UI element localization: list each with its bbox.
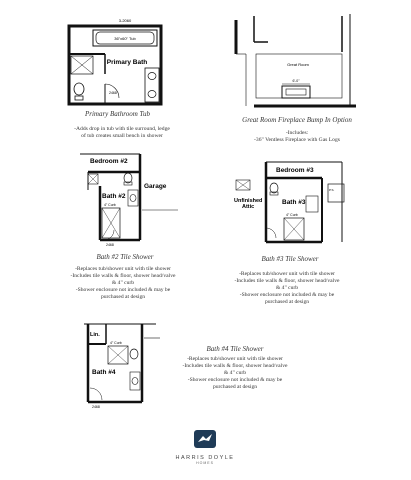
primary-bath-caption: Primary Bathroom Tub <box>84 110 151 118</box>
plan-room-label: Bath #4 <box>92 369 116 376</box>
plan-room-label: Bath #3 <box>282 199 306 206</box>
bath3-plan <box>232 158 352 248</box>
note-line: -Includes: <box>285 130 309 136</box>
plan-room-label: Bath #2 <box>102 193 126 200</box>
note-line: -Includes tile walls & floor, shower head/valve <box>182 363 288 369</box>
fireplace-notes <box>222 130 372 144</box>
note-line: -Adds drop in tub with tile surround, ledge <box>74 126 170 132</box>
note-line: -Replaces tub/shower unit with tile shower <box>187 356 283 362</box>
plan-room-label <box>234 198 264 210</box>
note-line: & 4" curb <box>275 285 299 291</box>
plan-dimension: 3-2060 <box>118 18 132 23</box>
note-line: -Shower enclosure not included & may be <box>239 292 335 298</box>
attic-label-line1: Unfinished <box>234 198 263 204</box>
attic-label-line2: Attic <box>242 204 255 210</box>
note-line: of tub creates small bench in shower <box>81 133 163 139</box>
brand-name: HARRIS DOYLE <box>175 455 235 461</box>
bath2-plan <box>80 150 180 248</box>
plan-room-label: Primary Bath <box>106 59 148 66</box>
note-line: -Includes tile walls & floor, shower head/valve <box>234 278 340 284</box>
plan-door-label: 2468 <box>109 91 117 95</box>
note-line: -Shower enclosure not included & may be <box>75 287 171 293</box>
note-line: -Replaces tub/shower unit with tile shower <box>75 266 171 272</box>
note-line: -Includes tile walls & floor, shower head/valve <box>70 273 176 279</box>
plan-curb-label: 4" Curb <box>286 213 298 217</box>
plan-tub-label: 36"x60" Tub <box>114 36 136 41</box>
plan-curb-label: 4" Curb <box>104 203 116 207</box>
brand-sub: HOMES <box>196 461 214 465</box>
primary-bath-plan <box>65 14 165 106</box>
note-line: -Replaces tub/shower unit with tile shower <box>239 271 335 277</box>
plan-room-label: Bedroom #2 <box>90 158 128 165</box>
plan-closet-label: P.S. <box>329 188 335 192</box>
bath4-caption: Bath #4 Tile Shower <box>206 345 264 353</box>
bath2-caption: Bath #2 Tile Shower <box>96 253 154 261</box>
bath4-notes <box>160 356 310 391</box>
plan-curb-label: 4" Curb <box>110 341 122 345</box>
plan-room-label: Lin. <box>90 332 100 338</box>
note-line: purchased at design <box>212 384 258 390</box>
note-line: -36" Ventless Fireplace with Gas Logs <box>254 137 340 143</box>
bath3-notes <box>212 271 362 306</box>
plan-room-label: Garage <box>144 183 167 190</box>
bath2-notes <box>48 266 198 301</box>
plan-room-label: Great Room <box>287 62 309 67</box>
plan-door-label: 2468 <box>106 243 114 247</box>
note-line: -Shower enclosure not included & may be <box>187 377 283 383</box>
bath4-plan <box>82 318 162 410</box>
plan-door-label: 2468 <box>92 405 100 409</box>
fireplace-caption: Great Room Fireplace Bump In Option <box>242 116 352 124</box>
note-line: & 4" curb <box>223 370 247 376</box>
bird-logo-icon <box>194 430 216 448</box>
note-line: purchased at design <box>100 294 146 300</box>
plan-dimension: 6'-0" <box>292 79 300 83</box>
note-line: purchased at design <box>264 299 310 305</box>
bath3-caption: Bath #3 Tile Shower <box>261 255 319 263</box>
plan-room-label: Bedroom #3 <box>276 167 314 174</box>
fireplace-plan <box>232 14 362 109</box>
harris-doyle-logo <box>165 430 245 465</box>
note-line: & 4" curb <box>111 280 135 286</box>
primary-bath-notes <box>52 126 192 140</box>
